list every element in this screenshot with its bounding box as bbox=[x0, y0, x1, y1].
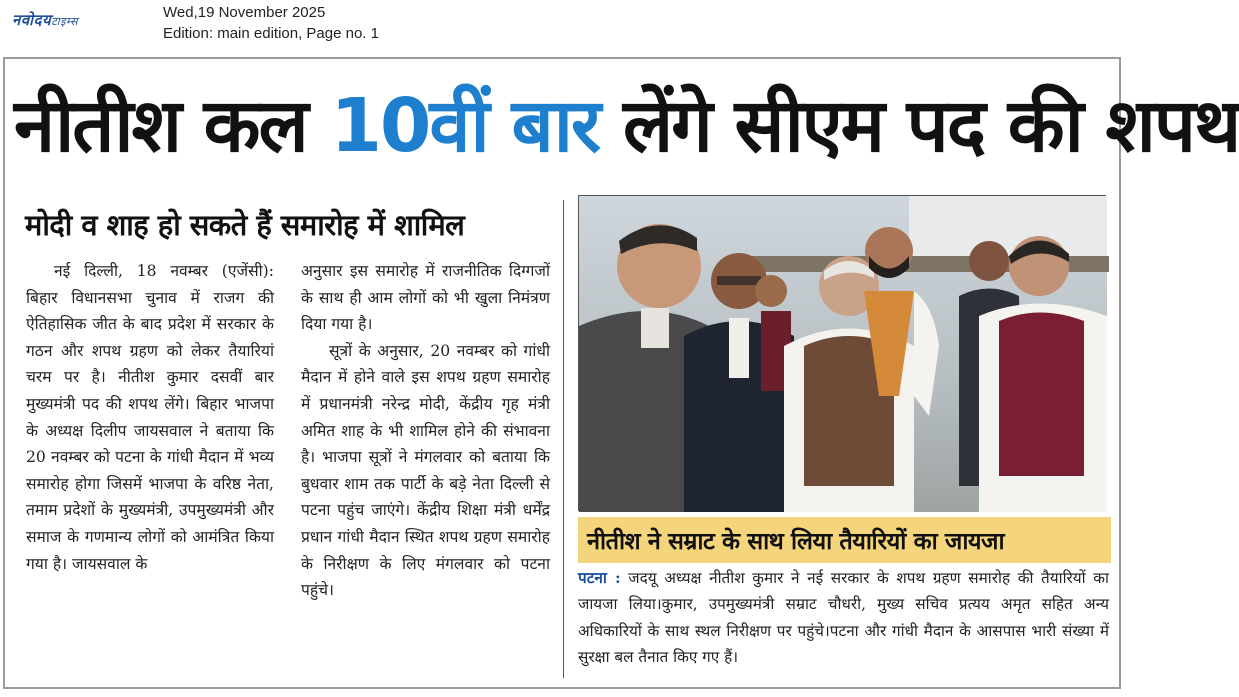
edition-date: Wed,19 November 2025 bbox=[163, 4, 326, 21]
column-divider bbox=[563, 200, 564, 678]
photo-story-body: जदयू अध्यक्ष नीतीश कुमार ने नई सरकार के शपथ ग्रहण समारोह की तैयारियों का जायजा लिया।कुमार, उपमुख्यमंत्री सम्राट चौधरी, मुख्य सचिव प्रत्यय अमृत सहित अन्य अधिकारियों के साथ स्थल निरीक्षण पर पहुंचे।पटना और गांधी मैदान के आसपास भारी संख्या में सुरक्षा बल तैनात किए गए हैं। bbox=[578, 569, 1109, 666]
photo-story-text bbox=[578, 565, 1109, 670]
article-column-1 bbox=[26, 258, 274, 577]
logo-sub-text: टाइम्स bbox=[51, 15, 79, 28]
sub-headline: मोदी व शाह हो सकते हैं समारोह में शामिल bbox=[25, 208, 465, 242]
logo-main-text: नवोदय bbox=[12, 11, 52, 29]
article-paragraph: अनुसार इस समारोह में राजनीतिक दिग्गजों के साथ ही आम लोगों को भी खुला निमंत्रण दिया गया है। bbox=[301, 262, 550, 334]
main-headline bbox=[14, 64, 1239, 188]
dateline-place: पटना : bbox=[578, 569, 621, 587]
headline-highlight: 10वीं बार bbox=[330, 83, 600, 169]
headline-part2: लेंगे सीएम पद की शपथ bbox=[599, 83, 1239, 169]
masthead-bar bbox=[0, 0, 1124, 48]
article-column-2 bbox=[301, 258, 550, 604]
newspaper-logo[interactable] bbox=[12, 10, 78, 30]
edition-info: Edition: main edition, Page no. 1 bbox=[163, 25, 379, 42]
article-paragraph: सूत्रों के अनुसार, 20 नवम्बर को गांधी मैदान में होने वाले इस शपथ ग्रहण समारोह में प्रधानमंत्री नरेन्द्र मोदी, केंद्रीय गृह मंत्री अमित शाह के भी शामिल होने की संभावना है। भाजपा सूत्रों ने मंगलवार को बताया कि बुधवार शाम तक पार्टी के बड़े नेता दिल्ली से पटना पहुंच जाएंगे। केंद्रीय शिक्षा मंत्री धर्मेंद्र प्रधान गांधी मैदान स्थित शपथ ग्रहण समारोह के निरीक्षण के लिए मंगलवार को पटना पहुंचे। bbox=[301, 341, 550, 600]
news-photo-illustration bbox=[579, 196, 1107, 512]
news-photo bbox=[578, 195, 1106, 511]
photo-caption-headline: नीतीश ने सम्राट के साथ लिया तैयारियों का जायजा bbox=[587, 527, 1005, 555]
article-paragraph: नई दिल्ली, 18 नवम्बर (एजेंसी): बिहार विधानसभा चुनाव में राजग की ऐतिहासिक जीत के बाद प्रदेश में सरकार के गठन और शपथ ग्रहण को लेकर तैयारियां चरम पर है। नीतीश कुमार दसवीं बार मुख्यमंत्री पद की शपथ लेंगे। बिहार भाजपा के अध्यक्ष दिलीप जायसवाल ने बताया कि 20 नवम्बर को पटना के गांधी मैदान में भव्य समारोह होगा जिसमें भाजपा के वरिष्ठ नेता, तमाम प्रदेशों के मुख्यमंत्री, उपमुख्यमंत्री और समाज के गणमान्य लोगों को आमंत्रित किया गया है। जायसवाल के bbox=[26, 262, 274, 573]
headline-part1: नीतीश कल bbox=[14, 83, 331, 169]
